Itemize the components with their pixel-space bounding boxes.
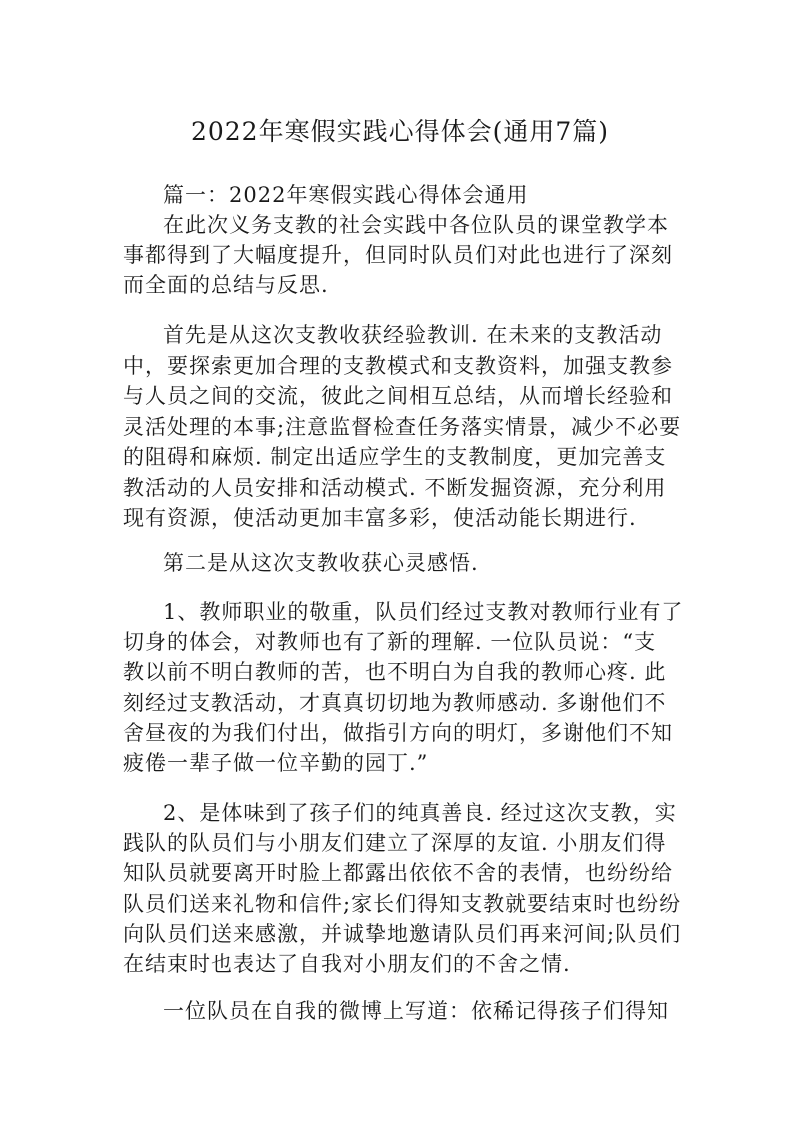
paragraph-line: 第二是从这次支教收获心灵感悟. (163, 551, 479, 575)
paragraph-line: 在结束时也表达了自我对小朋友们的不舍之情. (123, 952, 571, 976)
paragraph-line: 而全面的总结与反思. (123, 273, 329, 297)
document-title: 2022年寒假实践心得体会(通用7篇) (190, 117, 610, 146)
paragraph-line: 与人员之间的交流，彼此之间相互总结，从而增长经验和 (123, 384, 673, 408)
paragraph-line: 在此次义务支教的社会实践中各位队员的课堂教学本 (163, 213, 669, 237)
paragraph-line: 1、教师职业的敬重，队员们经过支教对教师行业有了 (163, 600, 684, 624)
paragraph-line: 中，要探索更加合理的支教模式和支教资料，加强支教参 (123, 354, 673, 378)
paragraph-line: 刻经过支教活动，才真真切切地为教师感动. 多谢他们不 (123, 691, 667, 715)
paragraph-line: 教以前不明白教师的苦，也不明白为自我的教师心疼. 此 (123, 660, 667, 684)
paragraph-line: 一位队员在自我的微博上写道：依稀记得孩子们得知 (163, 999, 669, 1023)
paragraph-line: 践队的队员们与小朋友们建立了深厚的友谊. 小朋友们得 (123, 831, 667, 855)
paragraph-line: 灵活处理的本事;注意监督检查任务落实情景，减少不必要 (123, 415, 682, 439)
paragraph-line: 教活动的人员安排和活动模式. 不断发掘资源，充分利用 (123, 476, 667, 500)
paragraph-line: 切身的体会，对教师也有了新的理解. 一位队员说：“支 (123, 630, 657, 654)
paragraph-line: 舍昼夜的为我们付出，做指引方向的明灯，多谢他们不知 (123, 721, 673, 745)
paragraph-line: 的阻碍和麻烦. 制定出适应学生的支教制度，更加完善支 (123, 445, 667, 469)
paragraph-line: 向队员们送来感激，并诚挚地邀请队员们再来河间;队员们 (123, 922, 682, 946)
paragraph-line: 现有资源，使活动更加丰富多彩，使活动能长期进行. (123, 506, 637, 530)
paragraph-line: 事都得到了大幅度提升，但同时队员们对此也进行了深刻 (123, 243, 673, 267)
paragraph-line: 首先是从这次支教收获经验教训. 在未来的支教活动 (163, 323, 663, 347)
paragraph-line: 队员们送来礼物和信件;家长们得知支教就要结束时也纷纷 (123, 892, 682, 916)
section-heading: 篇一：2022年寒假实践心得体会通用 (163, 183, 529, 207)
paragraph-line: 知队员就要离开时脸上都露出依依不舍的表情，也纷纷给 (123, 861, 673, 885)
paragraph-line: 2、是体味到了孩子们的纯真善良. 经过这次支教，实 (163, 801, 677, 825)
paragraph-line: 疲倦一辈子做一位辛勤的园丁.” (123, 751, 429, 775)
